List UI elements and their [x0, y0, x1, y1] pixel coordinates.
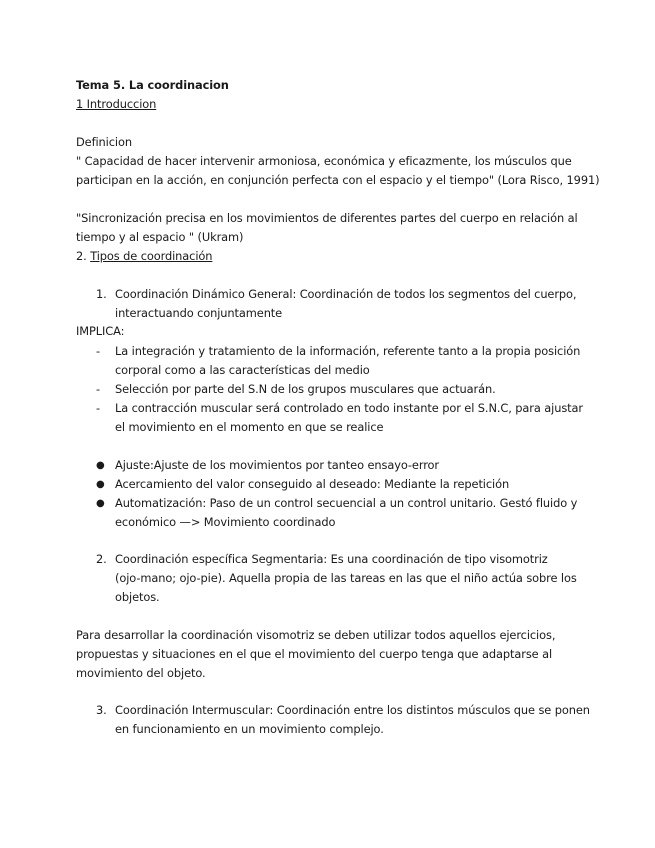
dash-item-1-line1: La integración y tratamiento de la información, referente tanto a la propia posición [115, 344, 581, 358]
bullet-item-3-line1: Automatización: Paso de un control secuencial a un control unitario. Gestó fluido y [115, 496, 578, 510]
paragraph-line1: Para desarrollar la coordinación visomotriz se deben utilizar todos aquellos ejercicios, [76, 628, 556, 642]
quote2-line1: "Sincronización precisa en los movimientos de diferentes partes del cuerpo en relación al [76, 211, 578, 225]
item2-line3: objetos. [115, 590, 160, 604]
item2-line2: (ojo-mano; ojo-pie). Aquella propia de las tareas en las que el niño actúa sobre los [115, 571, 577, 585]
dash-item-2-line1: Selección por parte del S.N de los grupos musculares que actuarán. [115, 382, 496, 396]
bullet-item-3-line2: económico —> Movimiento coordinado [115, 515, 336, 529]
item2-number: 2. [96, 552, 107, 566]
dash-marker: - [96, 401, 101, 415]
item3-line2: en funcionamiento en un movimiento complejo. [115, 722, 384, 736]
item3-number: 3. [96, 703, 107, 717]
bullet-icon: ● [96, 460, 105, 471]
section2-number: 2. [76, 249, 87, 263]
item1-number: 1. [96, 287, 107, 301]
document-title: Tema 5. La coordinacion [76, 78, 229, 92]
implica-label: IMPLICA: [76, 324, 125, 338]
bullet-item-2: Acercamiento del valor conseguido al deseado: Mediante la repetición [115, 477, 510, 491]
dash-item-1-line2: corporal como a las características del medio [115, 363, 370, 377]
item1-line2: interactuando conjuntamente [115, 306, 283, 320]
item3-line1: Coordinación Intermuscular: Coordinación entre los distintos músculos que se ponen [115, 703, 590, 717]
quote1-line1: " Capacidad de hacer intervenir armoniosa, económica y eficazmente, los músculos que [76, 154, 572, 168]
intro-heading: 1 Introduccion [76, 97, 157, 111]
item1-line1: Coordinación Dinámico General: Coordinación de todos los segmentos del cuerpo, [115, 287, 577, 301]
section2-label: Tipos de coordinación [90, 249, 213, 263]
dash-item-3-line2: el movimiento en el momento en que se realice [115, 420, 384, 434]
bullet-item-1: Ajuste:Ajuste de los movimientos por tanteo ensayo-error [115, 458, 440, 472]
bullet-icon: ● [96, 498, 105, 509]
item2-line1: Coordinación específica Segmentaria: Es una coordinación de tipo visomotriz [115, 552, 548, 566]
dash-marker: - [96, 344, 101, 358]
definition-label: Definicion [76, 135, 132, 149]
quote1-line2: participan en la acción, en conjunción perfecta con el espacio y el tiempo" (Lora Risco, 1991) [76, 173, 600, 187]
paragraph-line3: movimiento del objeto. [76, 666, 206, 680]
section2-heading [76, 247, 212, 266]
quote2-line2: tiempo y al espacio " (Ukram) [76, 230, 244, 244]
bullet-icon: ● [96, 479, 105, 490]
paragraph-line2: propuestas y situaciones en el que el movimiento del cuerpo tenga que adaptarse al [76, 647, 553, 661]
dash-marker: - [96, 382, 101, 396]
dash-item-3-line1: La contracción muscular será controlado en todo instante por el S.N.C, para ajustar [115, 401, 584, 415]
